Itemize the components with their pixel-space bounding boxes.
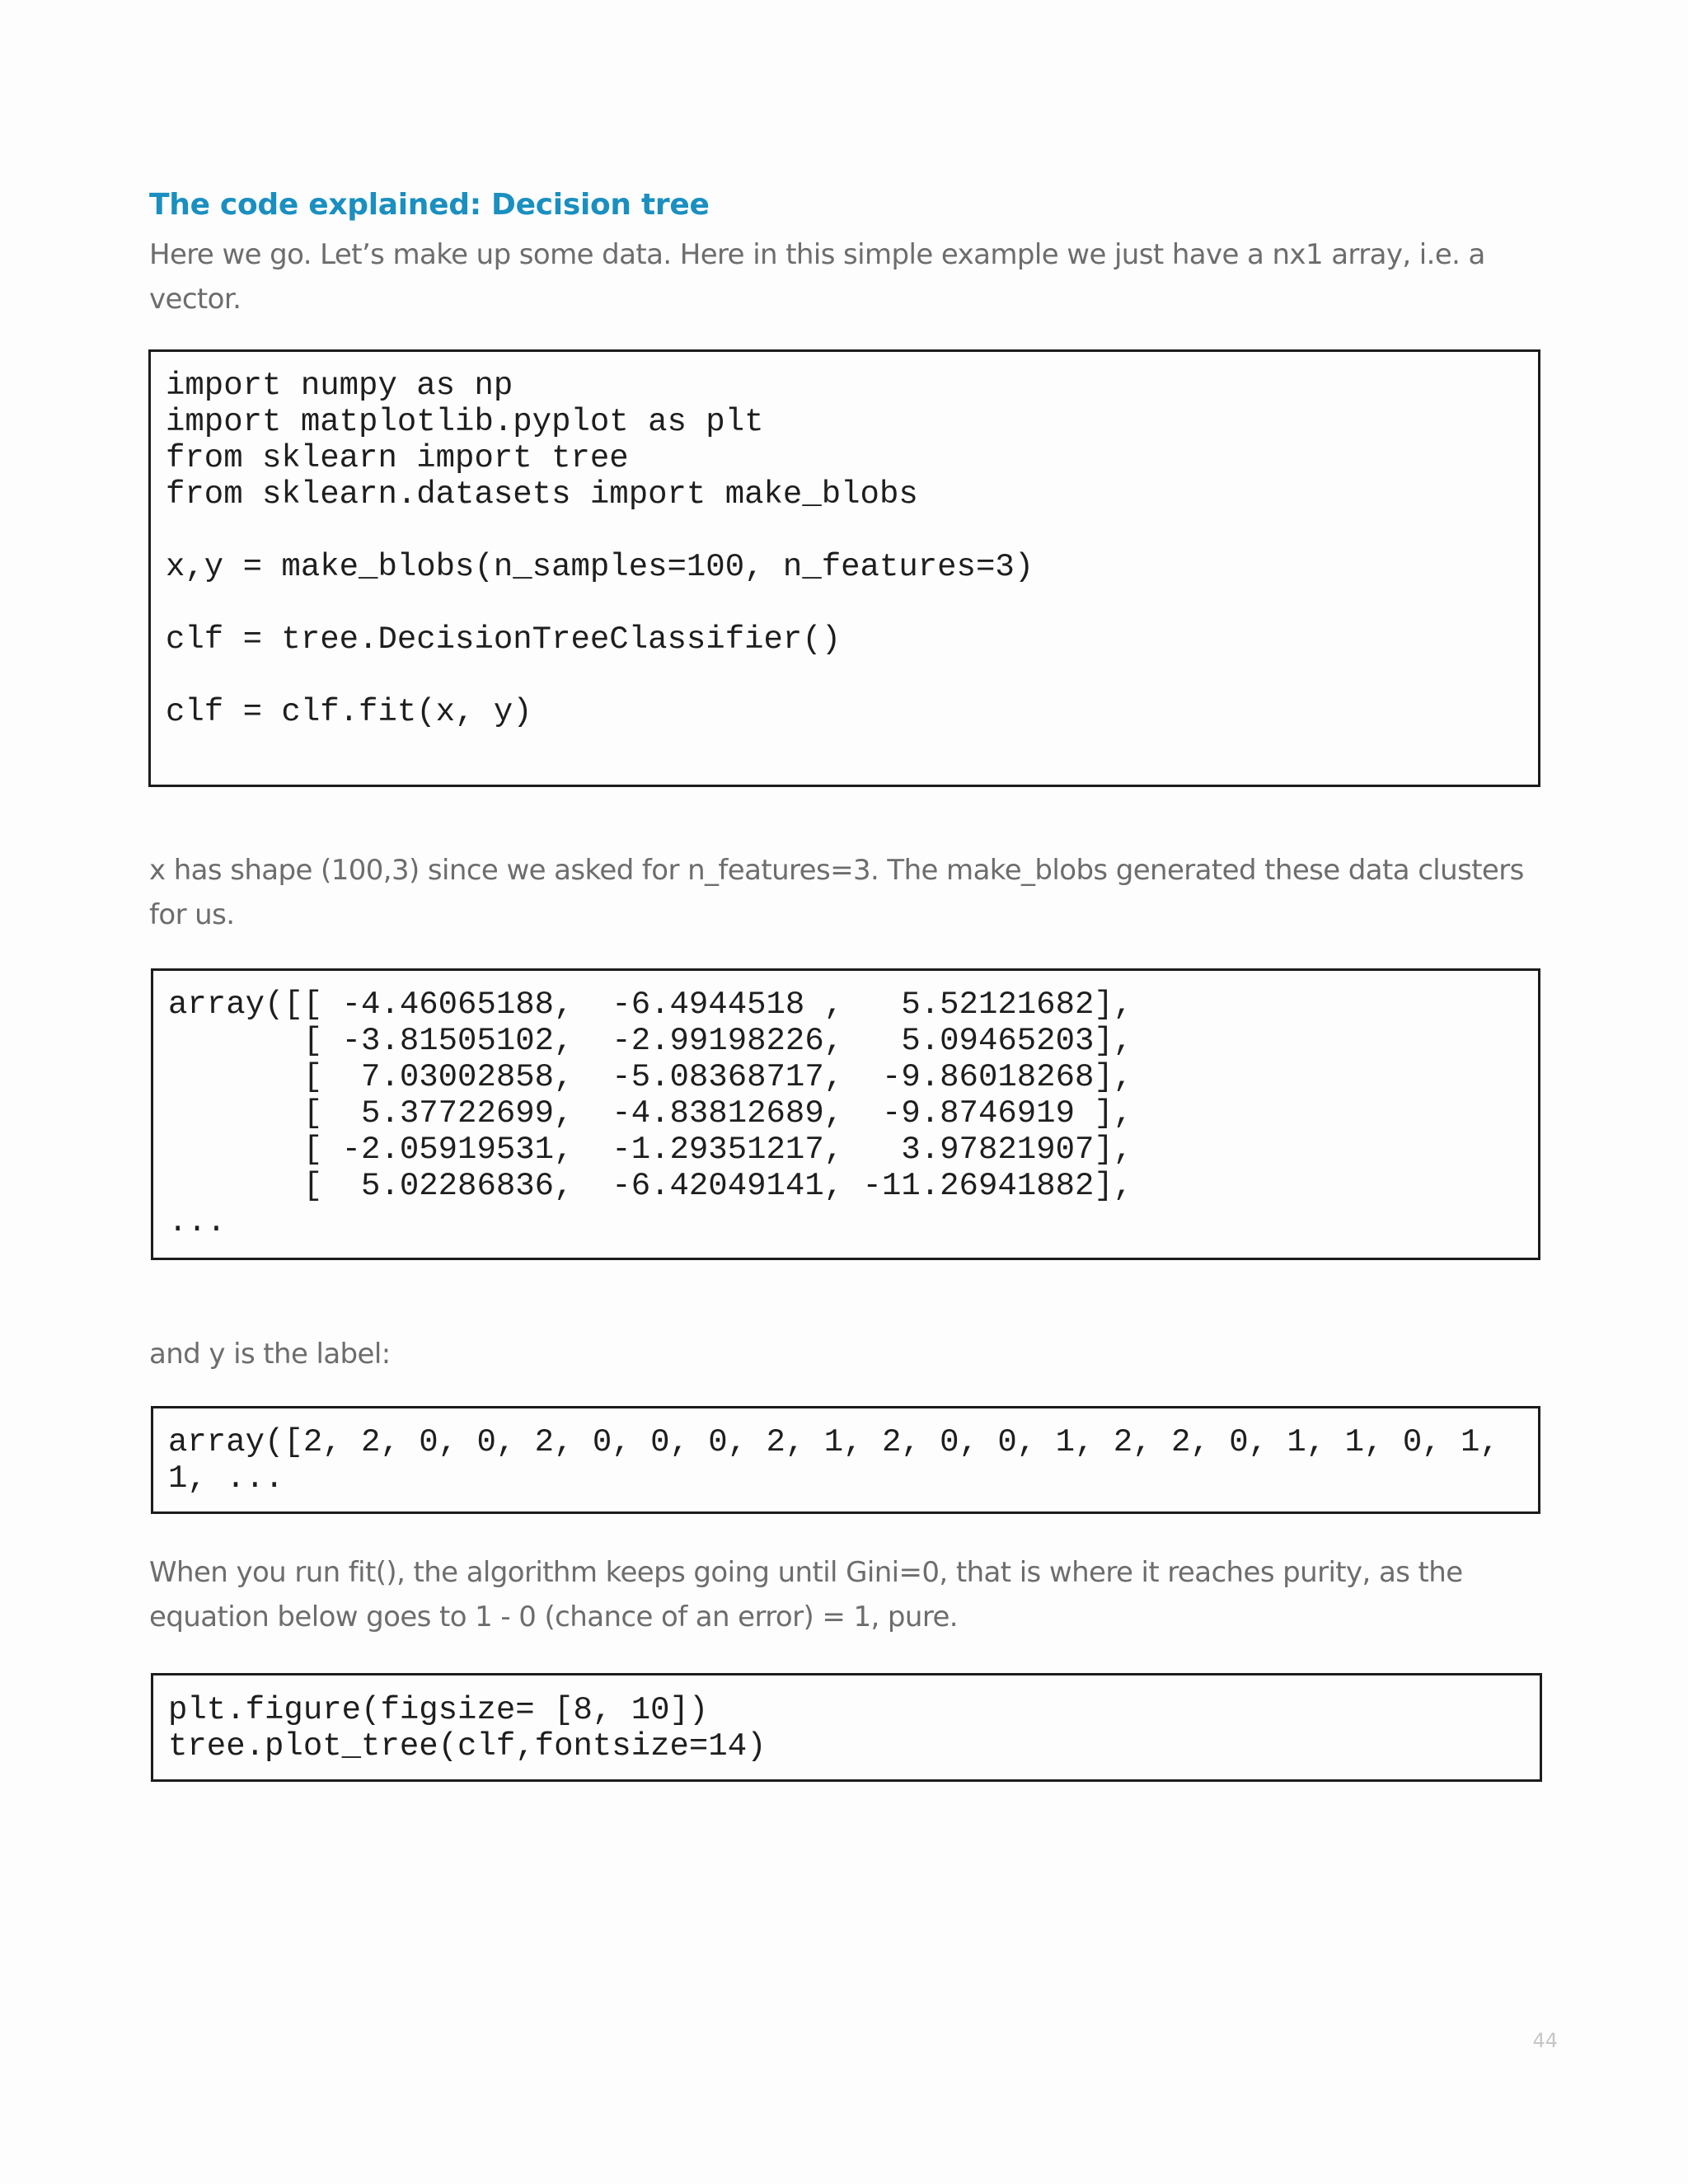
- code-line: import numpy as np: [166, 368, 513, 404]
- code-line: from sklearn import tree: [166, 440, 629, 476]
- code-block-y-array: [151, 1406, 1540, 1514]
- shape-paragraph: x has shape (100,3) since we asked for n_features=3. The make_blobs generated these data clusters for us.: [149, 854, 1524, 931]
- gini-paragraph: When you run fit(), the algorithm keeps going until Gini=0, that is where it reaches purity, as the equation below goes to 1 - 0 (chance of an error) = 1, pure.: [149, 1556, 1463, 1633]
- section-heading: The code explained: Decision tree: [149, 188, 710, 222]
- code-line: x,y = make_blobs(n_samples=100, n_features=3): [166, 549, 1034, 585]
- code-line: ...: [168, 1204, 227, 1240]
- code-block-imports: [148, 349, 1540, 787]
- code-line: array([[ -4.46065188, -6.4944518 , 5.52121682],: [168, 987, 1133, 1023]
- code-line: [ 7.03002858, -5.08368717, -9.86018268],: [168, 1059, 1133, 1095]
- code-block-x-array: [151, 968, 1540, 1260]
- code-line: array([2, 2, 0, 0, 2, 0, 0, 0, 2, 1, 2, 0, 0, 1, 2, 2, 0, 1, 1, 0, 1,: [168, 1424, 1499, 1460]
- code-line: 1, ...: [168, 1460, 284, 1497]
- code-line: from sklearn.datasets import make_blobs: [166, 476, 918, 513]
- code-line: [ -3.81505102, -2.99198226, 5.09465203],: [168, 1023, 1133, 1059]
- code-line: plt.figure(figsize= [8, 10]): [168, 1692, 709, 1728]
- code-line: [166, 585, 1538, 621]
- code-line: [ 5.02286836, -6.42049141, -11.26941882],: [168, 1168, 1133, 1204]
- code-line: clf = tree.DecisionTreeClassifier(): [166, 621, 842, 658]
- page-number: 44: [1532, 2029, 1558, 2052]
- code-line: [166, 513, 1538, 549]
- code-block-plot-tree: [151, 1673, 1542, 1782]
- code-line: [ -2.05919531, -1.29351217, 3.97821907],: [168, 1132, 1133, 1168]
- intro-paragraph: Here we go. Let’s make up some data. Here in this simple example we just have a nx1 array, i.e. a vector.: [149, 238, 1485, 316]
- code-line: clf = clf.fit(x, y): [166, 694, 532, 730]
- code-line: import matplotlib.pyplot as plt: [166, 404, 764, 440]
- label-paragraph: and y is the label:: [149, 1338, 391, 1371]
- code-line: [166, 658, 1538, 694]
- code-line: [ 5.37722699, -4.83812689, -9.8746919 ],: [168, 1095, 1133, 1132]
- code-line: tree.plot_tree(clf,fontsize=14): [168, 1728, 767, 1765]
